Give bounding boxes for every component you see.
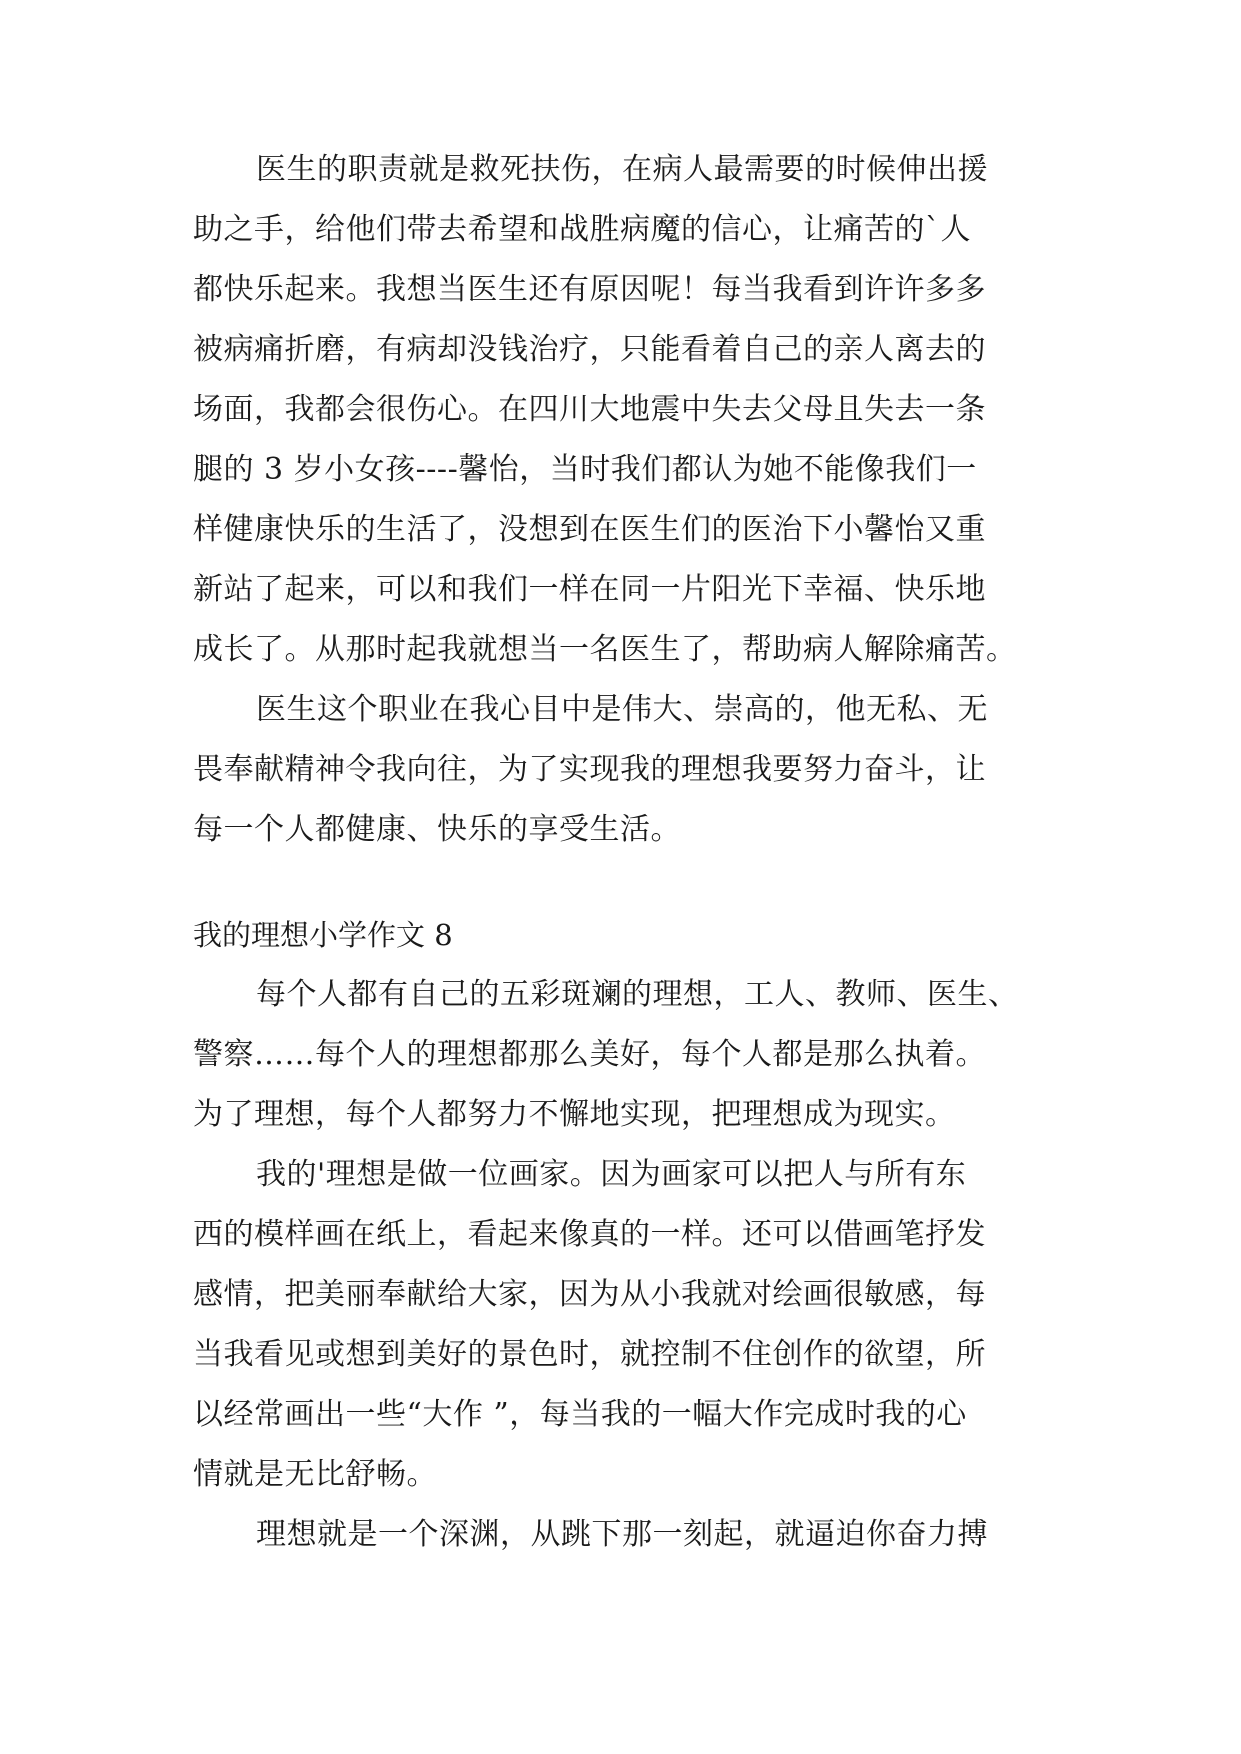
paragraph-line: 感情，把美丽奉献给大家，因为从小我就对绘画很敏感，每 [193,1277,986,1312]
paragraph-line: 成长了。从那时起我就想当一名医生了，帮助病人解除痛苦。 [193,632,1017,667]
paragraph-line: 西的模样画在纸上，看起来像真的一样。还可以借画笔抒发 [193,1217,986,1252]
essay-section-doctor [193,140,1053,860]
essay-section-painter [193,965,1053,1565]
paragraph-line: 医生的职责就是救死扶伤，在病人最需要的时候伸出援 [256,152,988,187]
paragraph-line: 被病痛折磨，有病却没钱治疗，只能看着自己的亲人离去的 [193,332,986,367]
paragraph-line: 畏奉献精神令我向往，为了实现我的理想我要努力奋斗，让 [193,752,986,787]
paragraph-line: 为了理想，每个人都努力不懈地实现，把理想成为现实。 [193,1097,956,1132]
paragraph-line: 理想就是一个深渊，从跳下那一刻起，就逼迫你奋力搏 [256,1517,988,1552]
paragraph-line: 腿的 3 岁小女孩----馨怡，当时我们都认为她不能像我们一 [193,452,977,487]
paragraph-line: 每一个人都健康、快乐的享受生活。 [193,812,681,847]
paragraph-line: 样健康快乐的生活了，没想到在医生们的医治下小馨怡又重 [193,512,986,547]
essay-heading [193,905,1053,965]
paragraph-line: 我的'理想是做一位画家。因为画家可以把人与所有东 [256,1157,967,1192]
paragraph-line: 场面，我都会很伤心。在四川大地震中失去父母且失去一条 [193,392,986,427]
essay-title: 我的理想小学作文 8 [193,918,453,952]
paragraph-line: 当我看见或想到美好的景色时，就控制不住创作的欲望，所 [193,1337,986,1372]
paragraph-line: 助之手，给他们带去希望和战胜病魔的信心，让痛苦的`人 [193,212,971,247]
paragraph-line: 都快乐起来。我想当医生还有原因呢！每当我看到许许多多 [193,272,986,307]
paragraph-line: 情就是无比舒畅。 [193,1457,437,1492]
paragraph-line: 医生这个职业在我心目中是伟大、崇高的，他无私、无 [256,692,988,727]
paragraph-line: 新站了起来，可以和我们一样在同一片阳光下幸福、快乐地 [193,572,986,607]
paragraph-line: 每个人都有自己的五彩斑斓的理想，工人、教师、医生、 [256,977,1019,1012]
paragraph-line: 以经常画出一些“大作 ”，每当我的一幅大作完成时我的心 [193,1397,967,1432]
paragraph-line: 警察……每个人的理想都那么美好，每个人都是那么执着。 [193,1037,986,1072]
